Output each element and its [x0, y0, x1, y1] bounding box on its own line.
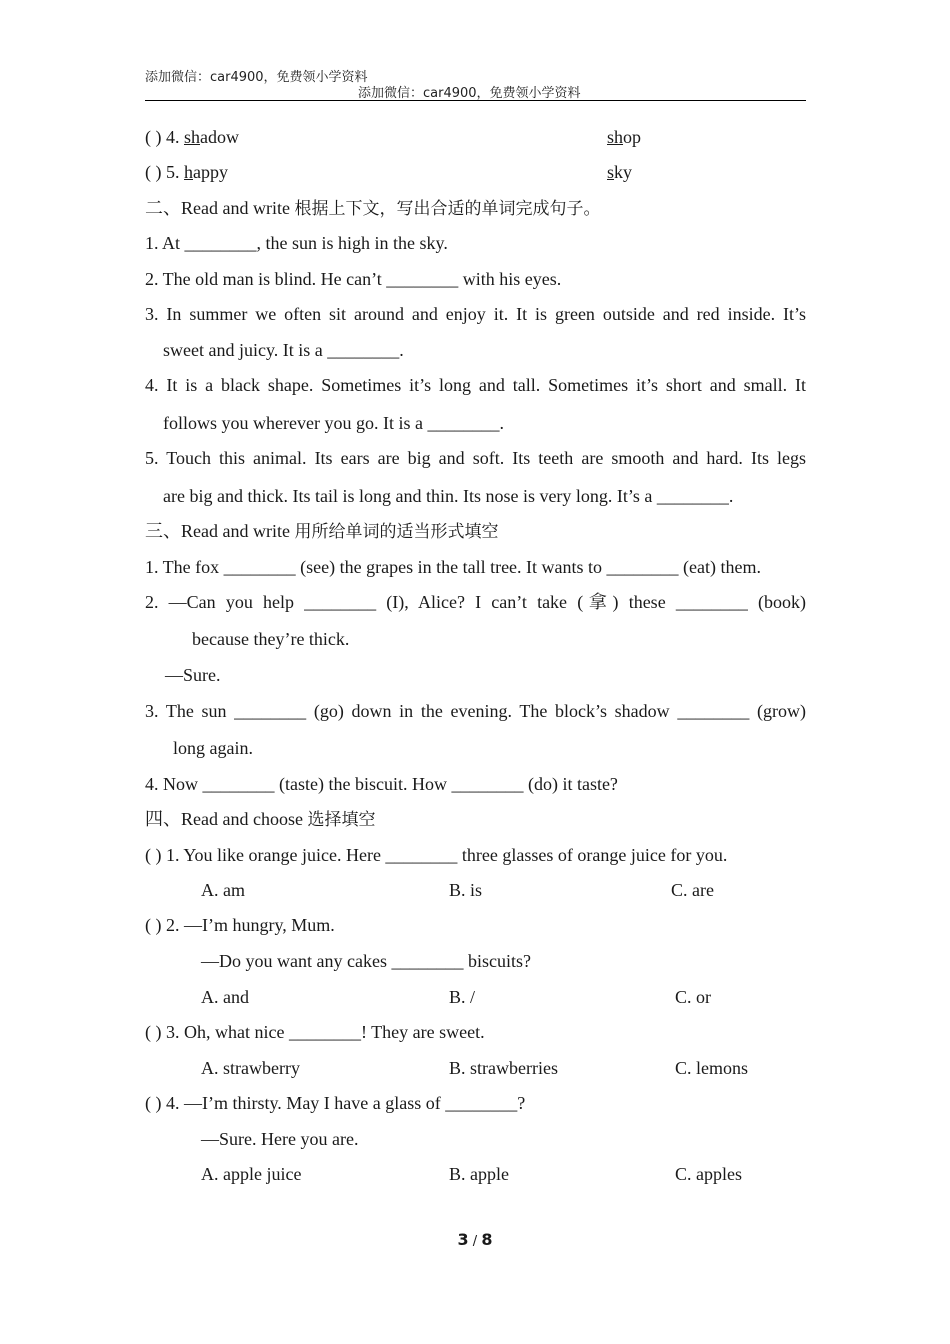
phonics-compare-5 [607, 161, 632, 183]
s2-line-5: 5. Touch this animal. Its ears are big and soft. Its teeth are smooth and hard. Its legs [145, 448, 806, 468]
underlined-letters: h [184, 162, 193, 182]
word-rest: adow [200, 127, 240, 147]
section-title-en: 二、Read and write [145, 198, 295, 218]
word-rest: appy [193, 162, 228, 182]
word-rest: ky [614, 162, 633, 182]
header-watermark-secondary: 添加微信：car4900，免费领小学资料 [358, 86, 581, 101]
s4-q1-option-a: A. am [201, 880, 245, 900]
s4-question-2: ( ) 2. —I’m hungry, Mum. [145, 915, 335, 935]
s3-line-2-answer: —Sure. [165, 665, 221, 685]
s3-line-3-cont: long again. [173, 738, 253, 758]
header-watermark: 添加微信：car4900，免费领小学资料 [145, 70, 368, 85]
s3-line-2-cont: because they’re thick. [192, 629, 350, 649]
s2-line-1: 1. At ________, the sun is high in the sky. [145, 233, 448, 253]
phonics-item-4 [145, 126, 806, 148]
s4-question-4-reply: —Sure. Here you are. [201, 1129, 359, 1149]
s2-line-2: 2. The old man is blind. He can’t ________ with his eyes. [145, 269, 562, 289]
section-2-title [145, 197, 806, 220]
s4-q4-option-a: A. apple juice [201, 1164, 302, 1184]
s2-line-4-cont: follows you wherever you go. It is a ________. [163, 413, 504, 433]
underlined-letters: s [607, 162, 615, 182]
s4-q3-option-b: B. strawberries [449, 1058, 558, 1078]
s4-question-1: ( ) 1. You like orange juice. Here ________ three glasses of orange juice for you. [145, 845, 728, 865]
section-4-title [145, 808, 806, 831]
s3-line-1: 1. The fox ________ (see) the grapes in the tall tree. It wants to ________ (eat) them. [145, 557, 761, 577]
s3-line-4: 4. Now ________ (taste) the biscuit. How ________ (do) it taste? [145, 774, 618, 794]
s2-line-4: 4. It is a black shape. Sometimes it’s long and tall. Sometimes it’s short and small. It [145, 375, 806, 395]
page-separator: / [468, 1234, 482, 1249]
section-3-title [145, 520, 806, 543]
s4-question-2-reply: —Do you want any cakes ________ biscuits? [201, 951, 531, 971]
section-title-zh: 用所给单词的适当形式填空 [294, 522, 499, 542]
s4-q3-option-c: C. lemons [675, 1058, 749, 1078]
header-rule [145, 100, 806, 101]
section-title-en: 三、Read and write [145, 521, 295, 541]
underlined-letters: sh [607, 127, 624, 147]
section-title-en: 四、Read and choose [145, 809, 308, 829]
item-prefix: ( ) 5. [145, 162, 184, 182]
s4-q3-option-a: A. strawberry [201, 1058, 300, 1078]
s4-question-4: ( ) 4. —I’m thirsty. May I have a glass of ________? [145, 1093, 526, 1113]
phonics-compare-4 [607, 126, 641, 148]
item-prefix: ( ) 4. [145, 127, 184, 147]
s4-q2-option-a: A. and [201, 987, 249, 1007]
phonics-item-5 [145, 161, 806, 183]
s4-q4-option-b: B. apple [449, 1164, 509, 1184]
s4-q2-option-b: B. / [449, 987, 476, 1007]
s4-q2-option-c: C. or [675, 987, 711, 1007]
s3-line-2: 2. —Can you help ________ (I), Alice? I can’t take (拿) these ________ (book) [145, 592, 806, 612]
total-pages: 8 [481, 1230, 493, 1249]
page-number [0, 1230, 950, 1249]
s2-line-3: 3. In summer we often sit around and enjoy it. It is green outside and red inside. It’s [145, 304, 806, 324]
s4-question-3: ( ) 3. Oh, what nice ________! They are sweet. [145, 1022, 485, 1042]
s2-line-3-cont: sweet and juicy. It is a ________. [163, 340, 404, 360]
word-rest: op [623, 127, 642, 147]
underlined-letters: sh [184, 127, 201, 147]
s4-q4-option-c: C. apples [675, 1164, 742, 1184]
section-title-zh: 选择填空 [307, 810, 376, 830]
s2-line-5-cont: are big and thick. Its tail is long and thin. Its nose is very long. It’s a ________. [163, 486, 734, 506]
section-title-zh: 根据上下文，写出合适的单词完成句子。 [294, 199, 601, 219]
s4-q1-option-b: B. is [449, 880, 483, 900]
s3-line-3: 3. The sun ________ (go) down in the evening. The block’s shadow ________ (grow) [145, 701, 806, 721]
current-page: 3 [457, 1230, 469, 1249]
s4-q1-option-c: C. are [671, 880, 714, 900]
